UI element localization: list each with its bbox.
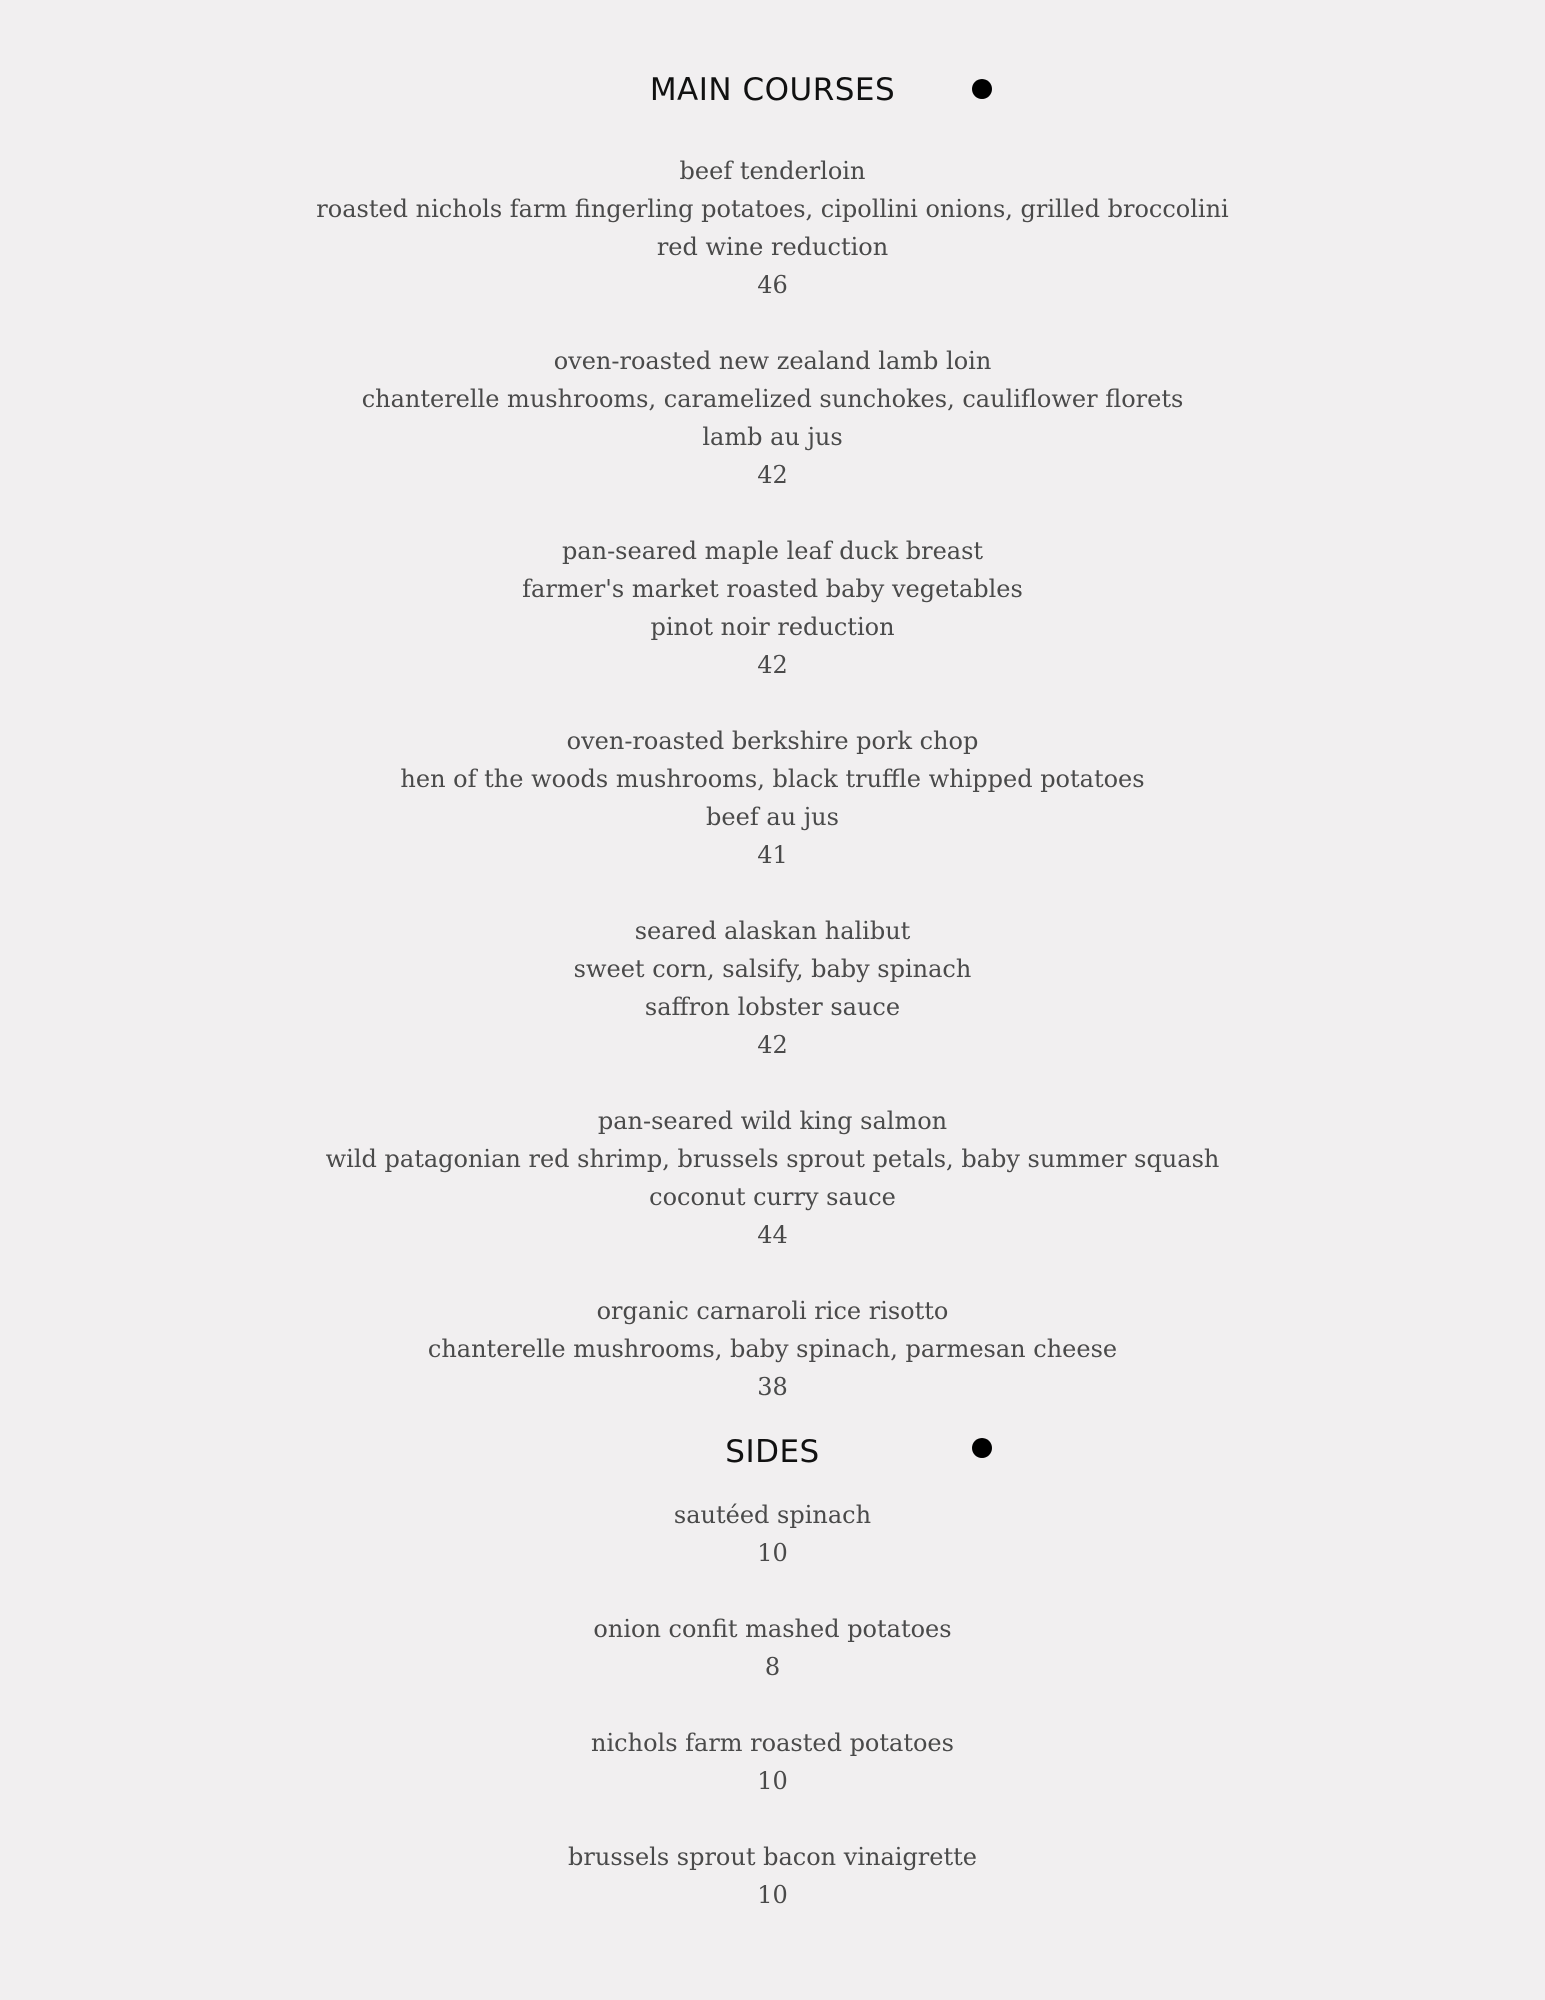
dish-sauce: saffron lobster sauce xyxy=(644,993,901,1021)
menu-item-salmon xyxy=(0,1102,1545,1254)
dish-price: 42 xyxy=(757,651,788,679)
menu-item-duck-breast xyxy=(0,532,1545,684)
dish-sauce: beef au jus xyxy=(706,803,839,831)
dish-name: pan-seared maple leaf duck breast xyxy=(561,537,984,565)
dish-name: pan-seared wild king salmon xyxy=(597,1107,948,1135)
menu-item-risotto xyxy=(0,1292,1545,1406)
dish-name: seared alaskan halibut xyxy=(634,917,911,945)
bullet-dot-icon xyxy=(972,79,992,99)
side-item-spinach xyxy=(0,1496,1545,1572)
dish-name: beef tenderloin xyxy=(679,157,866,185)
side-item-brussels-sprout xyxy=(0,1838,1545,1914)
dish-description: wild patagonian red shrimp, brussels sprout petals, baby summer squash xyxy=(325,1145,1220,1173)
dish-description: roasted nichols farm fingerling potatoes, cipollini onions, grilled broccolini xyxy=(316,195,1229,223)
dish-sauce: pinot noir reduction xyxy=(650,613,895,641)
side-price: 10 xyxy=(757,1539,788,1567)
dish-description: farmer's market roasted baby vegetables xyxy=(522,575,1023,603)
dish-sauce: red wine reduction xyxy=(656,233,889,261)
menu-item-pork-chop xyxy=(0,722,1545,874)
sides-list xyxy=(0,1496,1545,1914)
main-courses-header xyxy=(0,70,1545,110)
dish-name: organic carnaroli rice risotto xyxy=(596,1297,949,1325)
dish-price: 42 xyxy=(757,461,788,489)
side-price: 10 xyxy=(757,1767,788,1795)
side-price: 8 xyxy=(764,1653,781,1681)
bullet-dot-icon xyxy=(972,1438,992,1458)
menu-item-halibut xyxy=(0,912,1545,1064)
dish-price: 38 xyxy=(757,1373,788,1401)
dish-price: 42 xyxy=(757,1031,788,1059)
side-name: sautéed spinach xyxy=(673,1501,872,1529)
dish-sauce: coconut curry sauce xyxy=(649,1183,896,1211)
dish-description: chanterelle mushrooms, baby spinach, parmesan cheese xyxy=(427,1335,1118,1363)
dish-name: oven-roasted new zealand lamb loin xyxy=(553,347,992,375)
dish-description: hen of the woods mushrooms, black truffle whipped potatoes xyxy=(400,765,1145,793)
sides-title: SIDES xyxy=(725,1434,820,1470)
main-courses-list xyxy=(0,152,1545,1406)
side-price: 10 xyxy=(757,1881,788,1909)
side-name: onion confit mashed potatoes xyxy=(593,1615,952,1643)
dish-description: chanterelle mushrooms, caramelized sunchokes, cauliflower florets xyxy=(361,385,1184,413)
side-name: nichols farm roasted potatoes xyxy=(591,1729,954,1757)
side-item-mashed-potatoes xyxy=(0,1610,1545,1686)
menu-item-lamb-loin xyxy=(0,342,1545,494)
menu-item-beef-tenderloin xyxy=(0,152,1545,304)
dish-sauce: lamb au jus xyxy=(702,423,843,451)
sides-header xyxy=(0,1430,1545,1474)
dish-name: oven-roasted berkshire pork chop xyxy=(566,727,979,755)
dish-description: sweet corn, salsify, baby spinach xyxy=(573,955,972,983)
dish-price: 44 xyxy=(757,1221,788,1249)
dish-price: 46 xyxy=(757,271,788,299)
side-name: brussels sprout bacon vinaigrette xyxy=(568,1843,977,1871)
side-item-roasted-potatoes xyxy=(0,1724,1545,1800)
dish-price: 41 xyxy=(757,841,788,869)
main-courses-title: MAIN COURSES xyxy=(649,72,896,108)
